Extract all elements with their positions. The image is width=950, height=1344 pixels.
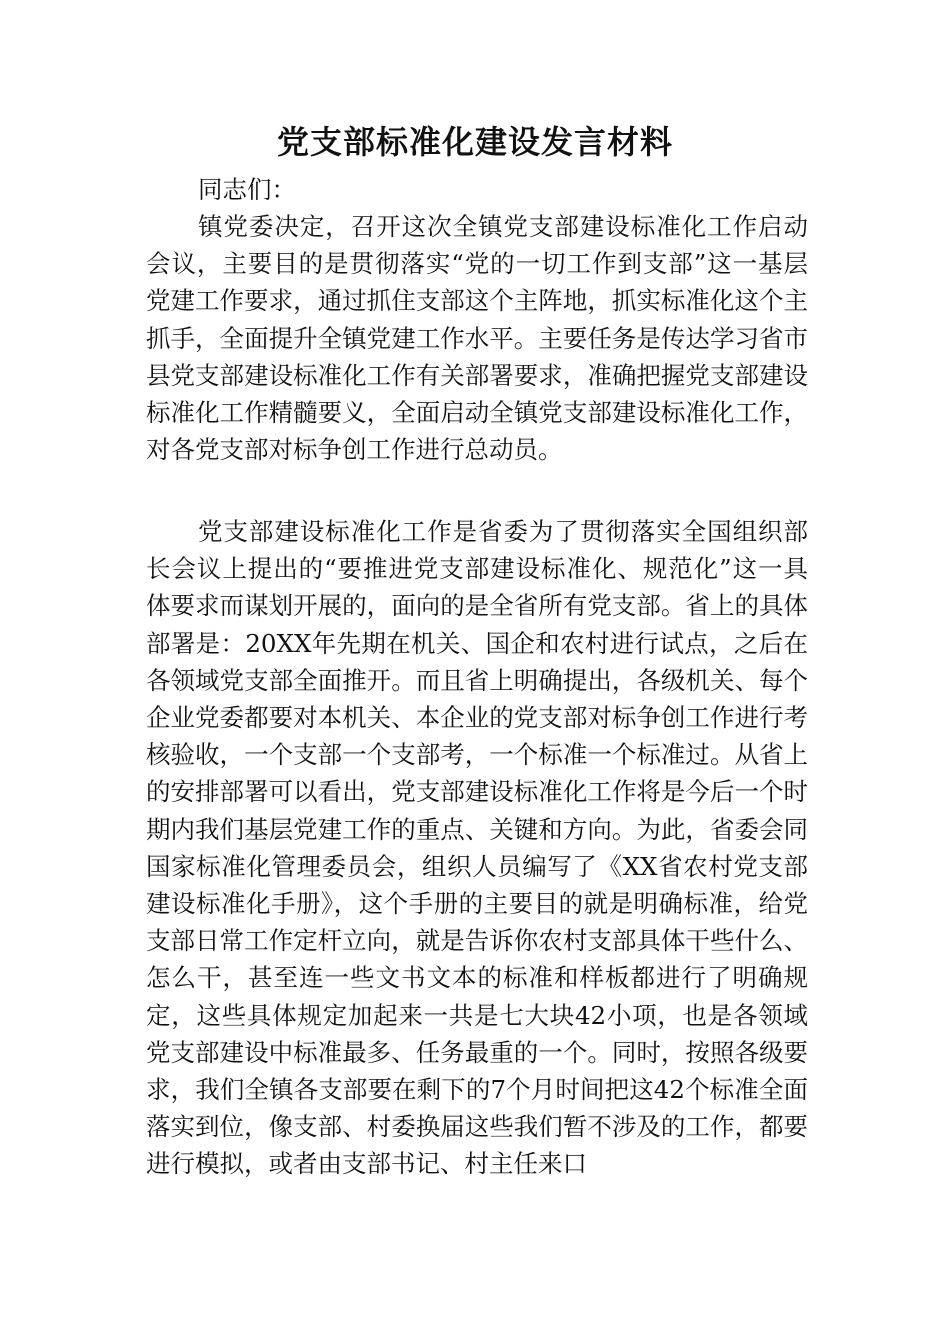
greeting: 同志们： [198,175,296,204]
paragraph-2: 党支部建设标准化工作是省委为了贯彻落实全国组织部长会议上提出的“要推进党支部建设标准化、规范化”这一具体要求而谋划开展的，面向的是全省所有党支部。省上的具体部署是：20XX年先期在机关、国企和农村进行试点，之后在各领域党支部全面推开。而且省上明确提出，各级机关、每个企业党委都要对本机关、本企业的党支部对标争创工作进行考核验收，一个支部一个支部考，一个标准一个标准过。从省上的安排部署可以看出，党支部建设标准化工作将是今后一个时期内我们基层党建工作的重点、关键和方向。为此，省委会同国家标准化管理委员会，组织人员编写了《XX省农村党支部建设标准化手册》，这个手册的主要目的就是明确标准，给党支部日常工作定杆立向，就是告诉你农村支部具体干些什么、怎么干，甚至连一些文书文本的标准和样板都进行了明确规定，这些具体规定加起来一共是七大块42小项，也是各领域党支部建设中标准最多、任务最重的一个。同时，按照各级要求，我们全镇各支部要在剩下的7个月时间把这42个标准全面落实到位，像支部、村委换届这些我们暂不涉及的工作，都要进行模拟，或者由支部书记、村主任来口 [146,517,808,1179]
paragraph-1: 镇党委决定，召开这次全镇党支部建设标准化工作启动会议，主要目的是贯彻落实“党的一切工作到支部”这一基层党建工作要求，通过抓住支部这个主阵地，抓实标准化这个主抓手，全面提升全镇党建工作水平。主要任务是传达学习省市县党支部建设标准化工作有关部署要求，准确把握党支部建设标准化工作精髓要义，全面启动全镇党支部建设标准化工作，对各党支部对标争创工作进行总动员。 [146,212,808,465]
document-title: 党支部标准化建设发言材料 [276,123,673,161]
